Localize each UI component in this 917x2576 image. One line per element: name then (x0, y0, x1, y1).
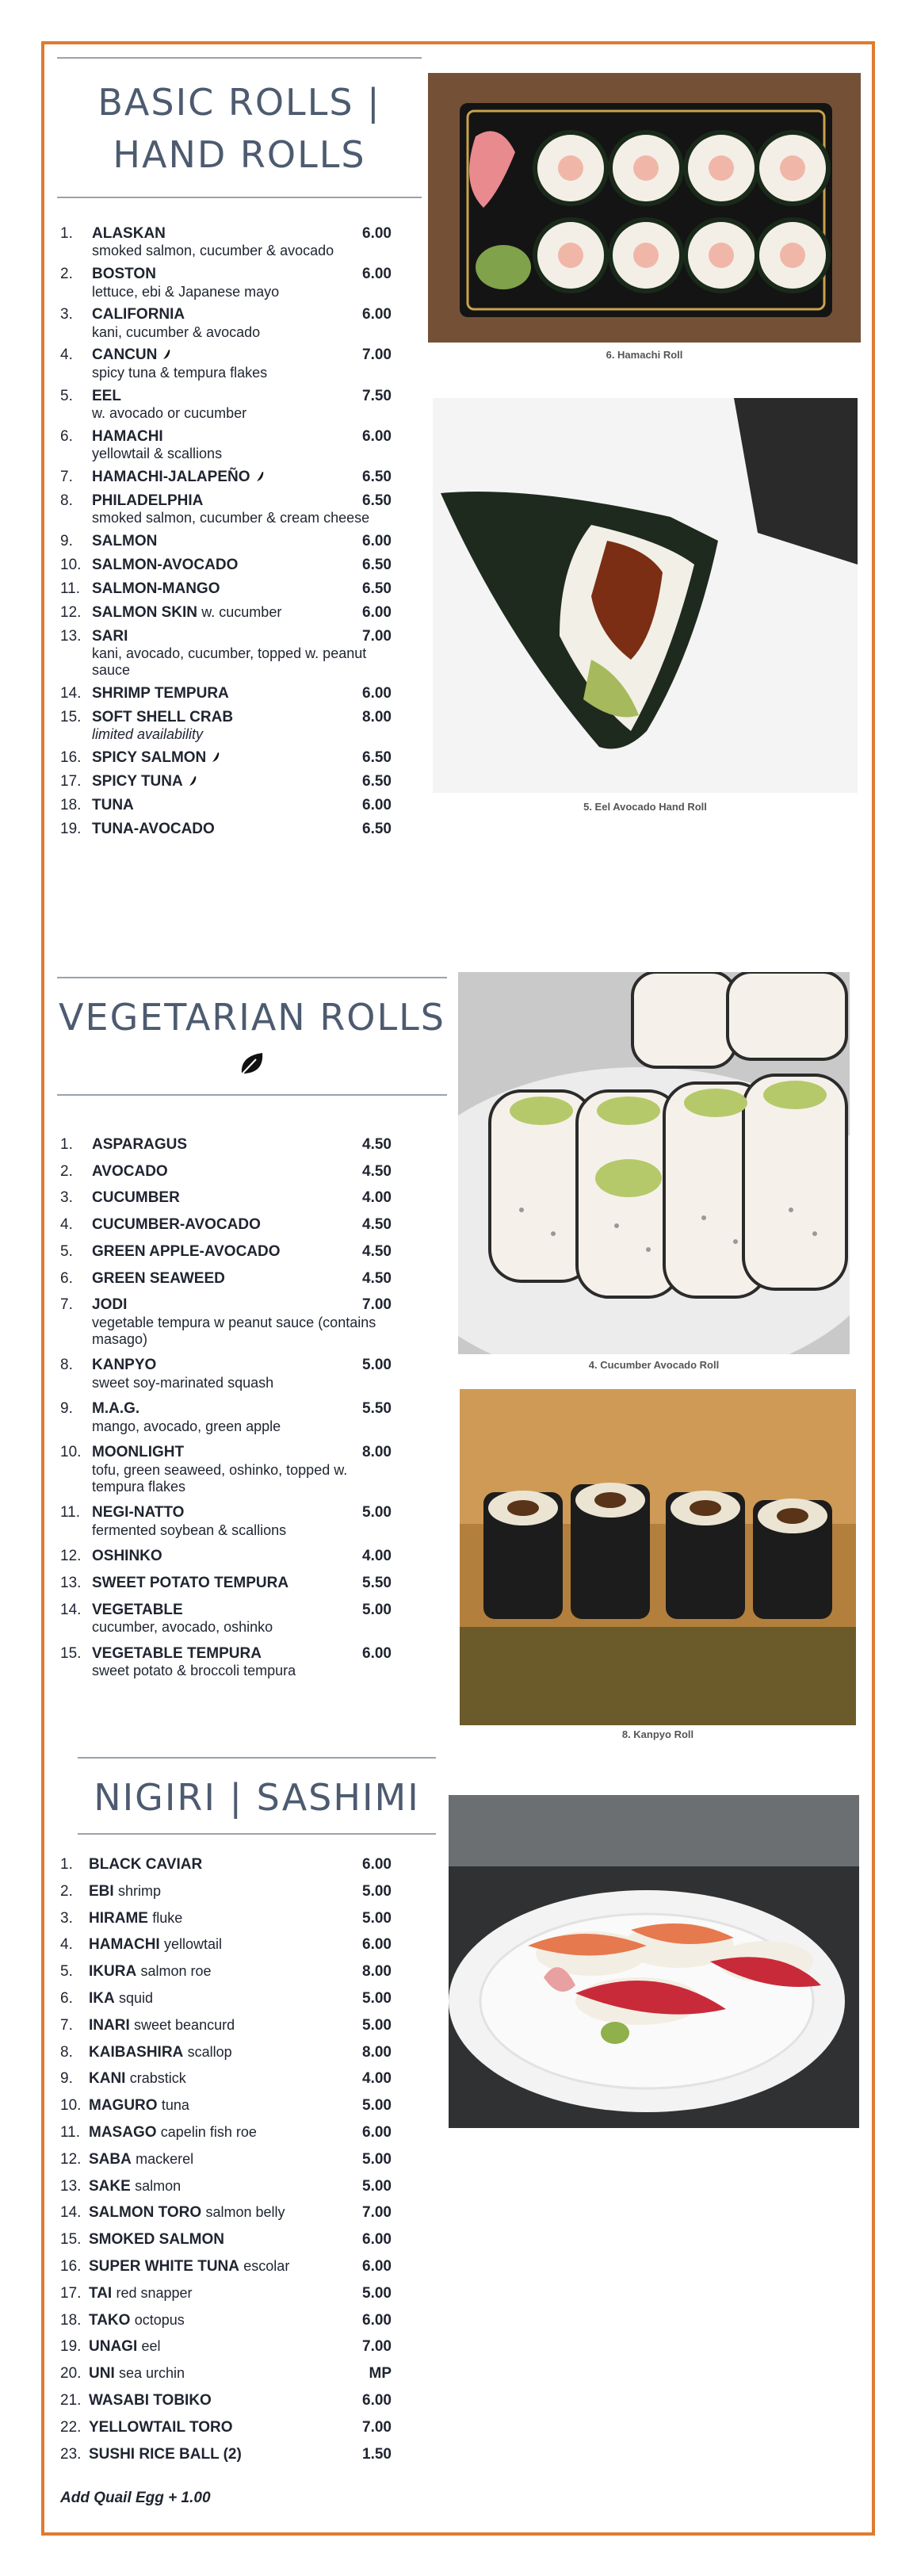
item-number: 4. (60, 1216, 73, 1234)
menu-item (60, 2070, 392, 2088)
item-name: VEGETABLE (92, 1601, 183, 1618)
item-name: SMOKED SALMON (89, 2231, 224, 2249)
item-name: SALMON TORO (89, 2204, 202, 2222)
item-description: kani, cucumber & avocado (92, 323, 261, 340)
item-name: TAI (89, 2284, 113, 2302)
item-name: ALASKAN (92, 225, 166, 242)
menu-item (60, 773, 392, 790)
item-description: fermented soybean & scallions (92, 1521, 287, 1538)
item-name: UNI (89, 2365, 115, 2383)
item-price: 5.00 (362, 2284, 392, 2302)
item-price: 5.00 (362, 1909, 392, 1927)
item-price: 7.00 (362, 2338, 392, 2356)
menu-item (60, 1990, 392, 2008)
item-number: 15. (60, 2231, 82, 2249)
item-description: mango, avocado, green apple (92, 1418, 281, 1434)
item-number: 16. (60, 748, 82, 766)
item-price: 6.00 (362, 266, 392, 283)
item-number: 6. (60, 1269, 73, 1287)
item-name: SAKE (89, 2177, 131, 2195)
item-name: JODI (92, 1296, 128, 1314)
chili-pepper-icon (188, 775, 197, 787)
item-number: 6. (60, 427, 73, 445)
item-number: 8. (60, 492, 73, 509)
chili-pepper-icon (255, 471, 265, 482)
item-name: SARI (92, 627, 128, 645)
item-name: UNAGI (89, 2338, 138, 2356)
menu-item (60, 428, 392, 463)
item-description: lettuce, ebi & Japanese mayo (92, 283, 280, 300)
item-number: 14. (60, 2204, 82, 2222)
vegetarian-rolls-list (60, 1136, 392, 1689)
item-number: 8. (60, 1357, 73, 1374)
item-number: 4. (60, 346, 73, 364)
menu-item (60, 2178, 392, 2195)
item-number: 10. (60, 2097, 82, 2115)
photo-caption: 4. Cucumber Avocado Roll (588, 1359, 720, 1371)
item-note: escolar (243, 2257, 290, 2274)
item-number: 11. (60, 1504, 81, 1521)
item-price: 4.00 (362, 1548, 392, 1565)
item-name: YELLOWTAIL TORO (89, 2418, 233, 2436)
item-description: smoked salmon, cucumber & avocado (92, 243, 334, 259)
item-price: 6.50 (362, 556, 392, 573)
menu-item (60, 1548, 392, 1565)
menu-item (60, 2419, 392, 2436)
photo-caption: 6. Hamachi Roll (606, 349, 683, 361)
heading-line-1: VEGETARIAN ROLLS (59, 996, 445, 1039)
item-price: 4.00 (362, 1189, 392, 1207)
item-note: eel (141, 2338, 161, 2355)
item-price: 6.50 (362, 772, 392, 790)
menu-item (60, 1910, 392, 1927)
item-name: SUSHI RICE BALL (2) (89, 2445, 242, 2463)
item-name: CUCUMBER (92, 1189, 180, 1207)
section-heading (57, 76, 422, 181)
item-price: 5.00 (362, 1601, 392, 1618)
item-name: MAGURO (89, 2097, 158, 2115)
item-price: 5.50 (362, 1575, 392, 1592)
item-price: 6.00 (362, 532, 392, 549)
menu-item (60, 1400, 392, 1435)
menu-item (60, 797, 392, 814)
item-name: CALIFORNIA (92, 306, 185, 323)
item-description: cucumber, avocado, oshinko (92, 1619, 273, 1636)
item-number: 9. (60, 1400, 73, 1418)
item-description: sweet soy-marinated squash (92, 1374, 274, 1391)
item-number: 9. (60, 532, 73, 549)
menu-item (60, 1645, 392, 1680)
menu-item (60, 1243, 392, 1261)
item-number: 13. (60, 2177, 82, 2195)
section-title-vegetarian-rolls (57, 977, 447, 1096)
item-number: 7. (60, 468, 73, 485)
item-note: w. cucumber (201, 603, 282, 620)
item-price: 7.00 (362, 2418, 392, 2436)
item-number: 13. (60, 1575, 82, 1592)
item-name: WASABI TOBIKO (89, 2391, 212, 2409)
menu-item (60, 1216, 392, 1234)
menu-item (60, 225, 392, 260)
item-name: MASAGO (89, 2123, 157, 2141)
item-name: HAMACHI-JALAPEÑO (92, 468, 250, 485)
item-number: 7. (60, 2016, 73, 2034)
item-number: 14. (60, 684, 82, 702)
item-number: 10. (60, 556, 82, 573)
item-price: 6.50 (362, 820, 392, 837)
item-name: HIRAME (89, 1909, 148, 1927)
item-name: TAKO (89, 2311, 131, 2329)
item-number: 14. (60, 1601, 82, 1618)
item-name: SALMON-AVOCADO (92, 556, 239, 573)
menu-item (60, 2204, 392, 2222)
item-number: 10. (60, 1444, 82, 1461)
menu-item (60, 628, 392, 679)
menu-item (60, 1963, 392, 1981)
item-description: vegetable tempura w peanut sauce (contains masago) (92, 1314, 376, 1347)
item-name: EEL (92, 387, 121, 404)
item-note: salmon belly (205, 2204, 285, 2221)
heading-line-1: BASIC ROLLS | (97, 81, 381, 124)
menu-item (60, 2017, 392, 2034)
item-name: INARI (89, 2016, 130, 2034)
menu-item (60, 2097, 392, 2115)
item-number: 21. (60, 2391, 82, 2409)
item-price: 6.00 (362, 1644, 392, 1662)
item-number: 9. (60, 2070, 73, 2088)
nigiri-sashimi-list (60, 1856, 392, 2472)
item-description: smoked salmon, cucumber & cream cheese (92, 510, 370, 526)
item-number: 5. (60, 387, 73, 404)
item-price: 6.50 (362, 492, 392, 509)
item-name: NEGI-NATTO (92, 1504, 185, 1521)
title-rule-top (57, 57, 422, 59)
menu-item (60, 749, 392, 767)
item-name: HAMACHI (92, 427, 163, 445)
footer-note: Add Quail Egg + 1.00 (60, 2490, 211, 2506)
menu-item (60, 1575, 392, 1592)
item-number: 7. (60, 1296, 73, 1314)
item-name: EBI (89, 1882, 114, 1900)
menu-item (60, 266, 392, 300)
item-number: 15. (60, 1644, 82, 1662)
item-price: 7.00 (362, 2204, 392, 2222)
item-name: BOSTON (92, 266, 156, 283)
menu-item (60, 346, 392, 381)
menu-item (60, 1189, 392, 1207)
item-name: IKA (89, 1989, 115, 2007)
menu-item (60, 2258, 392, 2276)
menu-item (60, 533, 392, 550)
item-number: 17. (60, 2284, 82, 2302)
item-price: 7.00 (362, 346, 392, 364)
item-number: 3. (60, 1909, 73, 1927)
item-number: 12. (60, 2150, 82, 2168)
item-number: 23. (60, 2445, 82, 2463)
item-name: CANCUN (92, 346, 158, 364)
item-number: 12. (60, 1548, 82, 1565)
item-name: ASPARAGUS (92, 1136, 187, 1153)
heading-line-1: NIGIRI | SASHIMI (94, 1776, 420, 1819)
item-number: 5. (60, 1963, 73, 1981)
menu-item (60, 2392, 392, 2409)
item-price: 4.50 (362, 1242, 392, 1260)
item-name: SALMON-MANGO (92, 580, 220, 597)
item-price: 5.00 (362, 2150, 392, 2168)
item-name: KAIBASHIRA (89, 2043, 184, 2061)
item-description: w. avocado or cucumber (92, 404, 247, 421)
menu-item (60, 1856, 392, 1874)
item-description: yellowtail & scallions (92, 446, 223, 462)
menu-item (60, 2151, 392, 2168)
item-price: 5.00 (362, 1357, 392, 1374)
menu-item (60, 2446, 392, 2463)
menu-item (60, 580, 392, 598)
item-number: 19. (60, 2338, 82, 2356)
item-note: crabstick (129, 2070, 186, 2087)
item-number: 2. (60, 266, 73, 283)
hamachi-roll-photo (428, 73, 861, 343)
title-rule-bottom (57, 197, 422, 198)
item-number: 12. (60, 603, 82, 621)
menu-item (60, 557, 392, 574)
menu-item (60, 1602, 392, 1636)
item-note: tuna (161, 2097, 189, 2114)
item-price: 4.50 (362, 1136, 392, 1153)
item-description: spicy tuna & tempura flakes (92, 364, 268, 381)
item-note: octopus (134, 2311, 185, 2328)
item-price: 6.00 (362, 2231, 392, 2249)
item-note: squid (119, 1989, 154, 2006)
item-number: 18. (60, 796, 82, 813)
menu-item (60, 604, 392, 622)
item-price: 4.50 (362, 1162, 392, 1180)
item-name: MOONLIGHT (92, 1444, 185, 1461)
basic-rolls-list (60, 225, 392, 844)
item-note: sea urchin (119, 2365, 185, 2382)
item-price: 4.00 (362, 2070, 392, 2088)
item-number: 13. (60, 627, 82, 645)
item-name: SPICY TUNA (92, 772, 183, 790)
item-price: 5.50 (362, 1400, 392, 1418)
menu-item (60, 709, 392, 744)
item-number: 4. (60, 1936, 73, 1954)
item-price: 6.00 (362, 306, 392, 323)
photo-caption: 5. Eel Avocado Hand Roll (583, 801, 707, 813)
item-description: tofu, green seaweed, oshinko, topped w. tempura flakes (92, 1461, 348, 1495)
item-price: 7.00 (362, 1296, 392, 1314)
item-name: OSHINKO (92, 1548, 162, 1565)
item-name: IKURA (89, 1963, 137, 1981)
item-name: CUCUMBER-AVOCADO (92, 1216, 261, 1234)
menu-item (60, 685, 392, 702)
item-price: 6.00 (362, 603, 392, 621)
item-description: limited availability (92, 726, 204, 743)
menu-item (60, 2312, 392, 2329)
item-note: shrimp (117, 1882, 161, 1899)
item-number: 1. (60, 225, 73, 242)
item-number: 22. (60, 2418, 82, 2436)
item-price: 6.50 (362, 468, 392, 485)
item-price: 1.50 (362, 2445, 392, 2463)
menu-item (60, 1883, 392, 1900)
item-number: 1. (60, 1856, 73, 1873)
item-price: 6.00 (362, 684, 392, 702)
item-price: 5.00 (362, 2177, 392, 2195)
kanpyo-roll-photo (460, 1389, 856, 1725)
menu-item (60, 2365, 392, 2383)
item-price: 4.50 (362, 1216, 392, 1234)
section-heading (78, 1773, 436, 1822)
item-number: 8. (60, 2043, 73, 2061)
title-rule-top (78, 1757, 436, 1759)
item-price: 6.00 (362, 2123, 392, 2141)
chili-pepper-icon (211, 752, 220, 763)
item-name: SALMON (92, 532, 158, 549)
item-price: 5.00 (362, 1882, 392, 1900)
item-price: 6.00 (362, 2311, 392, 2329)
item-note: scallop (187, 2043, 232, 2060)
menu-item (60, 1357, 392, 1391)
item-price: 6.50 (362, 748, 392, 766)
item-name: GREEN APPLE-AVOCADO (92, 1242, 281, 1260)
item-name: KANI (89, 2070, 126, 2088)
menu-item (60, 469, 392, 486)
item-name: PHILADELPHIA (92, 492, 204, 509)
item-number: 11. (60, 580, 81, 597)
item-number: 2. (60, 1162, 73, 1180)
item-name: SPICY SALMON (92, 748, 207, 766)
item-number: 15. (60, 708, 82, 725)
item-name: M.A.G. (92, 1400, 140, 1418)
item-price: MP (369, 2365, 392, 2383)
item-price: 6.00 (362, 1936, 392, 1954)
item-price: 7.00 (362, 627, 392, 645)
menu-item (60, 492, 392, 527)
title-rule-bottom (57, 1094, 447, 1096)
item-number: 2. (60, 1882, 73, 1900)
item-name: SABA (89, 2150, 132, 2168)
item-number: 1. (60, 1136, 73, 1153)
item-price: 8.00 (362, 2043, 392, 2061)
item-name: SWEET POTATO TEMPURA (92, 1575, 289, 1592)
item-note: mackerel (136, 2150, 194, 2167)
menu-item (60, 1504, 392, 1539)
item-note: red snapper (116, 2284, 193, 2301)
nigiri-plate-photo (449, 1795, 859, 2128)
item-name: SOFT SHELL CRAB (92, 708, 234, 725)
item-number: 5. (60, 1242, 73, 1260)
item-price: 7.50 (362, 387, 392, 404)
item-number: 18. (60, 2311, 82, 2329)
section-heading (57, 993, 447, 1042)
menu-item (60, 2124, 392, 2142)
item-number: 3. (60, 1189, 73, 1207)
menu-item (60, 1136, 392, 1154)
item-price: 5.00 (362, 1989, 392, 2007)
item-number: 3. (60, 306, 73, 323)
item-price: 6.00 (362, 796, 392, 813)
menu-item (60, 388, 392, 423)
item-price: 8.00 (362, 1963, 392, 1981)
item-price: 5.00 (362, 2097, 392, 2115)
item-name: GREEN SEAWEED (92, 1269, 225, 1287)
item-note: yellowtail (164, 1936, 223, 1953)
menu-item (60, 1270, 392, 1288)
menu-item (60, 1936, 392, 1954)
title-rule-top (57, 977, 447, 978)
item-note: capelin fish roe (160, 2123, 257, 2140)
item-name: BLACK CAVIAR (89, 1856, 203, 1873)
item-note: fluke (152, 1909, 183, 1926)
item-name: TUNA-AVOCADO (92, 820, 215, 837)
item-number: 17. (60, 772, 82, 790)
menu-item (60, 1163, 392, 1181)
item-price: 6.50 (362, 580, 392, 597)
cucumber-avocado-roll-photo (458, 972, 850, 1354)
item-price: 6.00 (362, 2257, 392, 2275)
item-number: 11. (60, 2123, 81, 2141)
item-name: VEGETABLE TEMPURA (92, 1644, 262, 1662)
item-number: 16. (60, 2257, 82, 2275)
menu-item (60, 2285, 392, 2302)
item-description: kani, avocado, cucumber, topped w. peanut sauce (92, 645, 367, 679)
menu-item (60, 306, 392, 341)
item-note: salmon (135, 2177, 181, 2194)
item-name: AVOCADO (92, 1162, 168, 1180)
item-name: SALMON SKIN (92, 603, 197, 621)
item-number: 20. (60, 2365, 82, 2383)
photo-caption: 8. Kanpyo Roll (621, 1728, 694, 1740)
heading-line-2: HAND ROLLS (113, 133, 366, 176)
item-price: 8.00 (362, 1444, 392, 1461)
item-price: 6.00 (362, 427, 392, 445)
item-price: 6.00 (362, 1856, 392, 1873)
item-price: 5.00 (362, 2016, 392, 2034)
item-note: salmon roe (140, 1963, 212, 1980)
menu-item (60, 2338, 392, 2356)
item-name: SHRIMP TEMPURA (92, 684, 229, 702)
menu-item (60, 821, 392, 838)
item-price: 8.00 (362, 708, 392, 725)
item-price: 4.50 (362, 1269, 392, 1287)
menu-item (60, 2231, 392, 2249)
item-number: 19. (60, 820, 82, 837)
eel-avocado-hand-roll-photo (433, 398, 858, 793)
item-price: 6.00 (362, 225, 392, 242)
title-rule-bottom (78, 1833, 436, 1835)
menu-item (60, 1296, 392, 1348)
item-name: TUNA (92, 796, 134, 813)
section-title-basic-rolls (57, 57, 422, 198)
item-price: 6.00 (362, 2391, 392, 2409)
item-note: sweet beancurd (134, 2016, 235, 2033)
section-title-nigiri-sashimi (78, 1757, 436, 1835)
item-number: 6. (60, 1989, 73, 2007)
item-description: sweet potato & broccoli tempura (92, 1663, 296, 1679)
item-name: KANPYO (92, 1357, 157, 1374)
menu-item (60, 1444, 392, 1495)
chili-pepper-icon (162, 349, 171, 360)
item-name: SUPER WHITE TUNA (89, 2257, 239, 2275)
menu-item (60, 2044, 392, 2061)
leaf-icon (57, 1048, 447, 1080)
item-name: HAMACHI (89, 1936, 160, 1954)
item-price: 5.00 (362, 1504, 392, 1521)
